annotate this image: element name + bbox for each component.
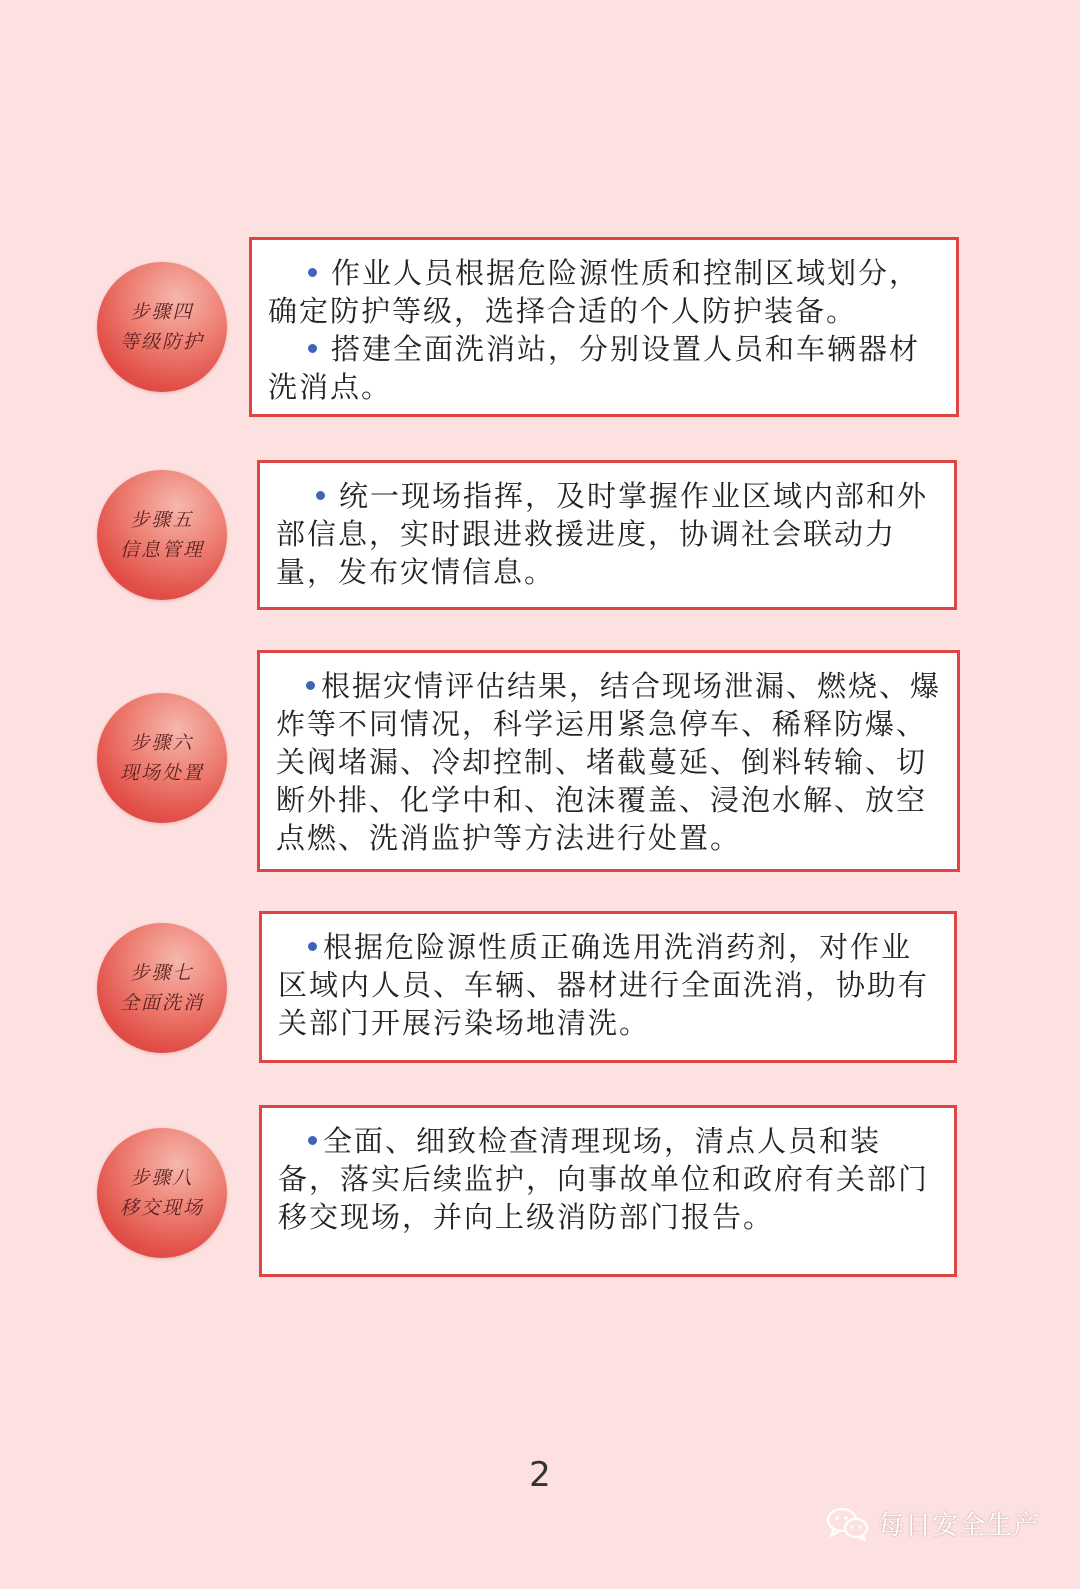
step-badge <box>97 262 227 392</box>
step-title: 全面洗消 <box>119 992 204 1014</box>
step-number: 步骤四 <box>130 301 194 323</box>
step-content-box <box>259 911 957 1063</box>
bullet-icon <box>308 344 317 353</box>
step-paragraph: 统一现场指挥，及时掌握作业区域内部和外部信息，实时跟进救援进度，协调社会联动力量，发布灾情信息。 <box>276 479 929 589</box>
step-title: 等级防护 <box>119 331 204 353</box>
wechat-icon <box>826 1506 870 1542</box>
bullet-icon <box>306 681 315 690</box>
step-paragraph: 全面、细致检查清理现场，清点人员和装备，落实后续监护，向事故单位和政府有关部门移交现场，并向上级消防部门报告。 <box>278 1124 930 1234</box>
step-content-box <box>257 650 960 872</box>
bullet-icon <box>316 491 325 500</box>
step-paragraph: 根据危险源性质正确选用洗消药剂，对作业区域内人员、车辆、器材进行全面洗消，协助有关部门开展污染场地清洗。 <box>278 930 930 1040</box>
step-paragraph: 搭建全面洗消站，分别设置人员和车辆器材洗消点。 <box>268 332 921 404</box>
step-badge <box>97 923 227 1053</box>
page-number: 2 <box>529 1455 551 1495</box>
step-title: 信息管理 <box>119 539 204 561</box>
step-badge <box>97 1128 227 1258</box>
step-title: 现场处置 <box>119 762 204 784</box>
step-badge <box>97 470 227 600</box>
step-paragraph: 作业人员根据危险源性质和控制区域划分，确定防护等级，选择合适的个人防护装备。 <box>268 256 921 328</box>
bullet-icon <box>308 942 317 951</box>
watermark-text: 每日安全生产 <box>878 1511 1041 1541</box>
step-number: 步骤六 <box>130 732 194 754</box>
step-title: 移交现场 <box>119 1197 204 1219</box>
step-badge <box>97 693 227 823</box>
step-content-box <box>249 237 959 417</box>
step-number: 步骤七 <box>130 962 194 984</box>
step-content-box <box>257 460 957 610</box>
bullet-icon <box>308 1136 317 1145</box>
step-number: 步骤五 <box>130 509 194 531</box>
step-paragraph: 根据灾情评估结果，结合现场泄漏、燃烧、爆炸等不同情况，科学运用紧急停车、稀释防爆、关阀堵漏、冷却控制、堵截蔓延、倒料转输、切断外排、化学中和、泡沫覆盖、浸泡水解、放空点燃、洗消监护等方法进行处置。 <box>276 669 942 855</box>
bullet-icon <box>308 268 317 277</box>
step-content-box <box>259 1105 957 1277</box>
step-number: 步骤八 <box>130 1167 194 1189</box>
watermark <box>826 1505 1040 1542</box>
